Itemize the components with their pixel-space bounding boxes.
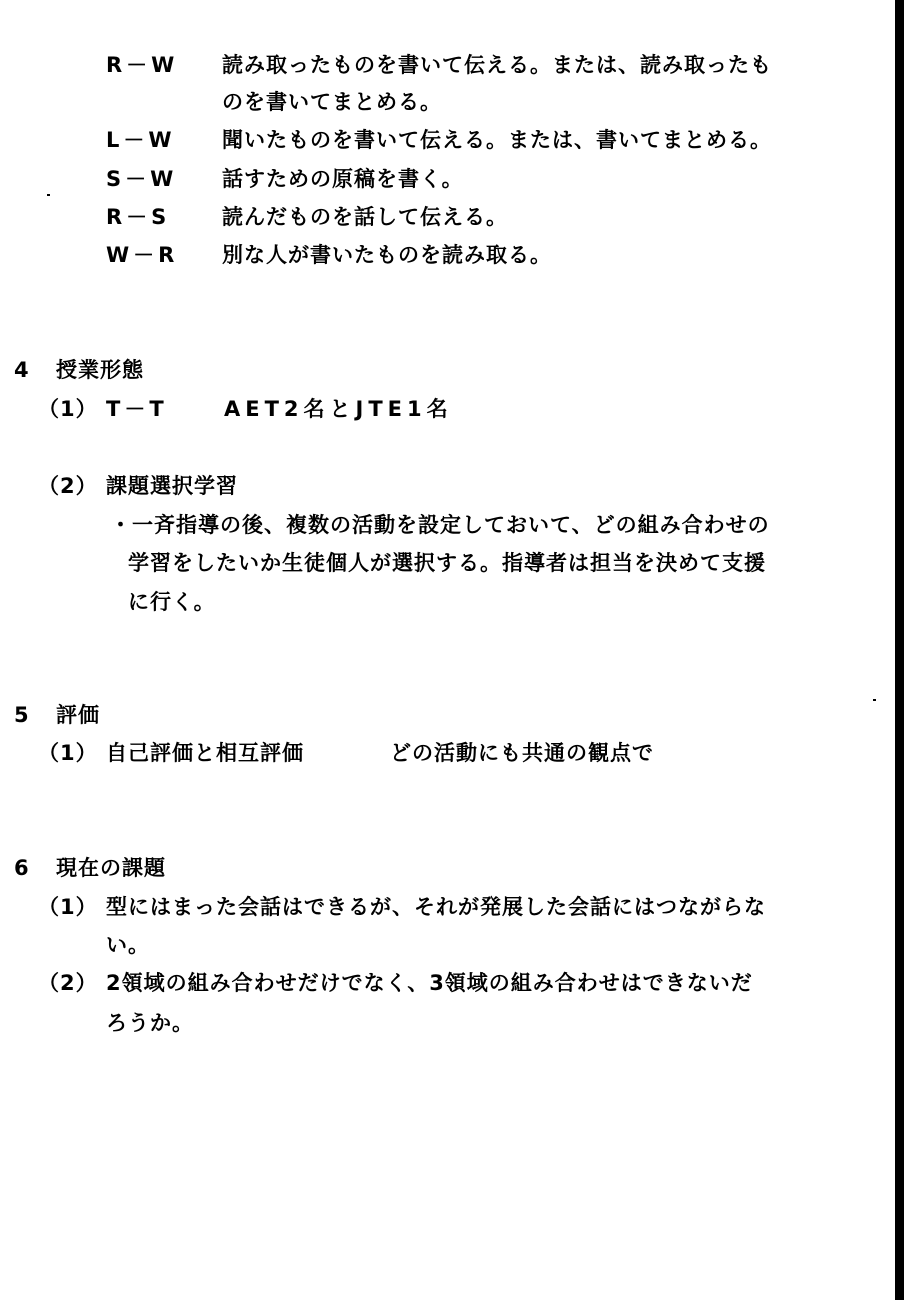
activity-code-rs: R－S (106, 205, 171, 229)
activity-desc-rs: 読んだものを話して伝える。 (222, 205, 508, 229)
section6-item1-label: （1） (38, 895, 98, 919)
activity-desc-rw-line2: のを書いてまとめる。 (222, 90, 442, 114)
activity-code-sw: S－W (106, 167, 178, 191)
section6-heading: 現在の課題 (56, 856, 166, 880)
section6-item2-line1: 2領域の組み合わせだけでなく、3領域の組み合わせはできないだ (106, 971, 753, 995)
section4-item2-bullet-line1: ・一斉指導の後、複数の活動を設定しておいて、どの組み合わせの (110, 513, 770, 537)
scan-speck (873, 699, 876, 701)
activity-desc-sw: 話すための原稿を書く。 (222, 167, 464, 191)
section4-item2-title: 課題選択学習 (106, 474, 238, 498)
activity-code-rw: R－W (106, 53, 179, 77)
section5-heading: 評価 (56, 703, 100, 727)
section6-number: 6 (14, 856, 30, 880)
section5-item1-note: どの活動にも共通の観点で (390, 741, 654, 765)
scan-speck (47, 194, 50, 196)
section4-item1-label: （1） (38, 397, 98, 421)
section4-item1-detail: AET2名とJTE1名 (224, 397, 453, 421)
section4-number: 4 (14, 358, 30, 382)
section4-item1-term: T－T (106, 397, 168, 421)
activity-desc-wr: 別な人が書いたものを読み取る。 (222, 243, 552, 267)
activity-desc-lw: 聞いたものを書いて伝える。または、書いてまとめる。 (222, 128, 772, 152)
section4-item2-bullet-line2: 学習をしたいか生徒個人が選択する。指導者は担当を決めて支援 (128, 551, 766, 575)
section4-heading: 授業形態 (56, 358, 144, 382)
activity-code-lw: L－W (106, 128, 176, 152)
section4-item2-bullet-line3: に行く。 (128, 590, 216, 614)
section6-item2-line2: ろうか。 (106, 1011, 194, 1035)
section4-item2-label: （2） (38, 474, 98, 498)
section5-number: 5 (14, 703, 30, 727)
activity-code-wr: W－R (106, 243, 179, 267)
page-edge-bar (895, 0, 904, 1300)
section6-item2-label: （2） (38, 971, 98, 995)
section5-item1-label: （1） (38, 741, 98, 765)
section5-item1-text: 自己評価と相互評価 (106, 741, 304, 765)
section6-item1-line2: い。 (106, 933, 150, 957)
activity-desc-rw-line1: 読み取ったものを書いて伝える。または、読み取ったも (222, 53, 772, 77)
section6-item1-line1: 型にはまった会話はできるが、それが発展した会話にはつながらな (106, 895, 766, 919)
